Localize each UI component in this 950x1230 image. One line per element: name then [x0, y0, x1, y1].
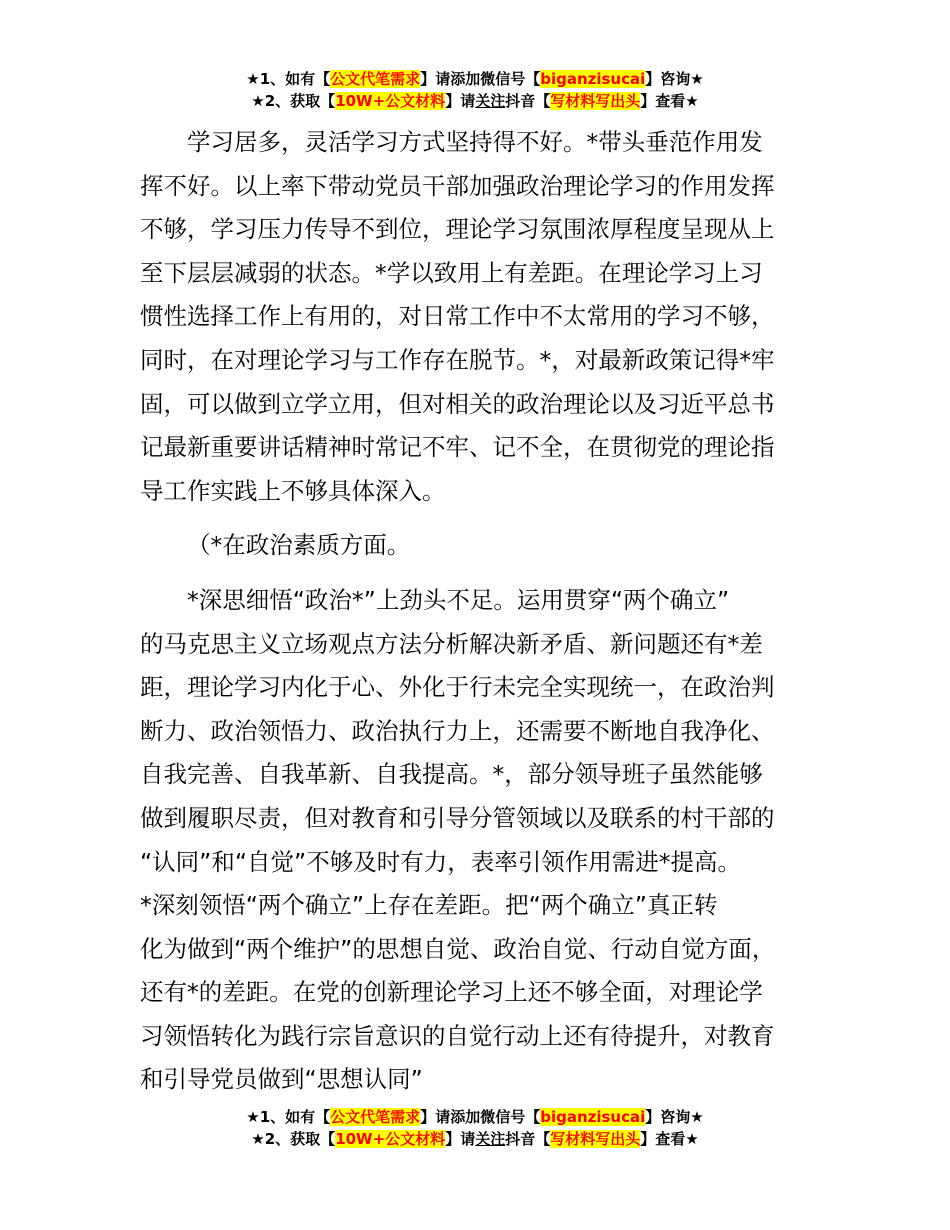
banner-highlight: 公文代笔需求 [330, 70, 421, 88]
body-line: 至下层层减弱的状态。*学以致用上有差距。在理论学习上习 [140, 258, 763, 287]
body-line: 距，理论学习内化于心、外化于行未完全实现统一，在政治判 [140, 673, 775, 702]
banner-text: 抖音【 [505, 1130, 551, 1148]
body-line: 固，可以做到立学立用，但对相关的政治理论以及习近平总书 [140, 389, 775, 418]
body-line: 的马克思主义立场观点方法分析解决新矛盾、新问题还有*差 [140, 629, 763, 658]
banner-highlight-douyin: 写材料写出头 [550, 1130, 641, 1148]
body-line: 挥不好。以上率下带动党员干部加强政治理论学习的作用发挥 [140, 171, 775, 200]
banner-highlight: 10W+公文材料 [335, 92, 446, 110]
banner-text: 】请添加微信号【 [420, 1108, 541, 1126]
body-line: 习领悟转化为践行宗旨意识的自觉行动上还有待提升，对教育 [140, 1021, 775, 1050]
document-body [140, 121, 840, 1102]
banner-underline: 关注 [475, 1130, 506, 1148]
banner-line-2 [0, 1128, 950, 1150]
banner-text: 】咨询★ [645, 1108, 704, 1126]
banner-text: 】请 [445, 92, 476, 110]
body-line: “认同”和“自觉”不够及时有力，表率引领作用需进*提高。 [140, 847, 741, 876]
body-line: 还有*的差距。在党的创新理论学习上还不够全面，对理论学 [140, 978, 763, 1007]
body-line: *深思细悟“政治*”上劲头不足。运用贯穿“两个确立” [187, 585, 730, 614]
banner-line-1 [0, 1106, 950, 1128]
banner-text: 】请添加微信号【 [420, 70, 541, 88]
body-line: 学习居多，灵活学习方式坚持得不好。*带头垂范作用发 [187, 128, 763, 156]
body-line: *深刻领悟“两个确立”上存在差距。把“两个确立”真正转 [140, 891, 718, 920]
body-line: 化为做到“两个维护”的思想自觉、政治自觉、行动自觉方面， [140, 934, 776, 963]
body-line: 同时，在对理论学习与工作存在脱节。*，对最新政策记得*牢 [140, 345, 775, 374]
banner-highlight-douyin: 写材料写出头 [550, 92, 641, 110]
section-heading: （*在政治素质方面。 [187, 531, 411, 560]
banner-highlight: 10W+公文材料 [335, 1130, 446, 1148]
banner-text: 】查看★ [640, 1130, 699, 1148]
body-line: 和引导党员做到“思想认同” [140, 1065, 423, 1094]
banner-text: 抖音【 [505, 92, 551, 110]
body-line: 自我完善、自我革新、自我提高。*，部分领导班子虽然能够 [140, 760, 763, 789]
banner-text: ★1、如有【 [246, 70, 331, 88]
banner-text: 】请 [445, 1130, 476, 1148]
body-line: 做到履职尽责，但对教育和引导分管领域以及联系的村干部的 [140, 803, 775, 832]
body-line: 不够，学习压力传导不到位，理论学习氛围浓厚程度呈现从上 [140, 215, 775, 244]
banner-text: ★1、如有【 [246, 1108, 331, 1126]
banner-text: 】查看★ [640, 92, 699, 110]
banner-highlight-wechat: biganzisucai [540, 1108, 646, 1126]
banner-underline: 关注 [475, 92, 506, 110]
body-line: 记最新重要讲话精神时常记不牢、记不全，在贯彻党的理论指 [140, 433, 775, 462]
header-banner [0, 68, 950, 112]
body-line: 惯性选择工作上有用的，对日常工作中不太常用的学习不够， [140, 302, 775, 331]
banner-highlight: 公文代笔需求 [330, 1108, 421, 1126]
banner-line-1 [0, 68, 950, 90]
footer-banner [0, 1106, 950, 1150]
banner-text: ★2、获取【 [251, 1130, 336, 1148]
banner-text: 】咨询★ [645, 70, 704, 88]
body-line: 断力、政治领悟力、政治执行力上，还需要不断地自我净化、 [140, 716, 775, 745]
banner-text: ★2、获取【 [251, 92, 336, 110]
banner-line-2 [0, 90, 950, 112]
body-line: 导工作实践上不够具体深入。 [140, 476, 446, 505]
banner-highlight-wechat: biganzisucai [540, 70, 646, 88]
